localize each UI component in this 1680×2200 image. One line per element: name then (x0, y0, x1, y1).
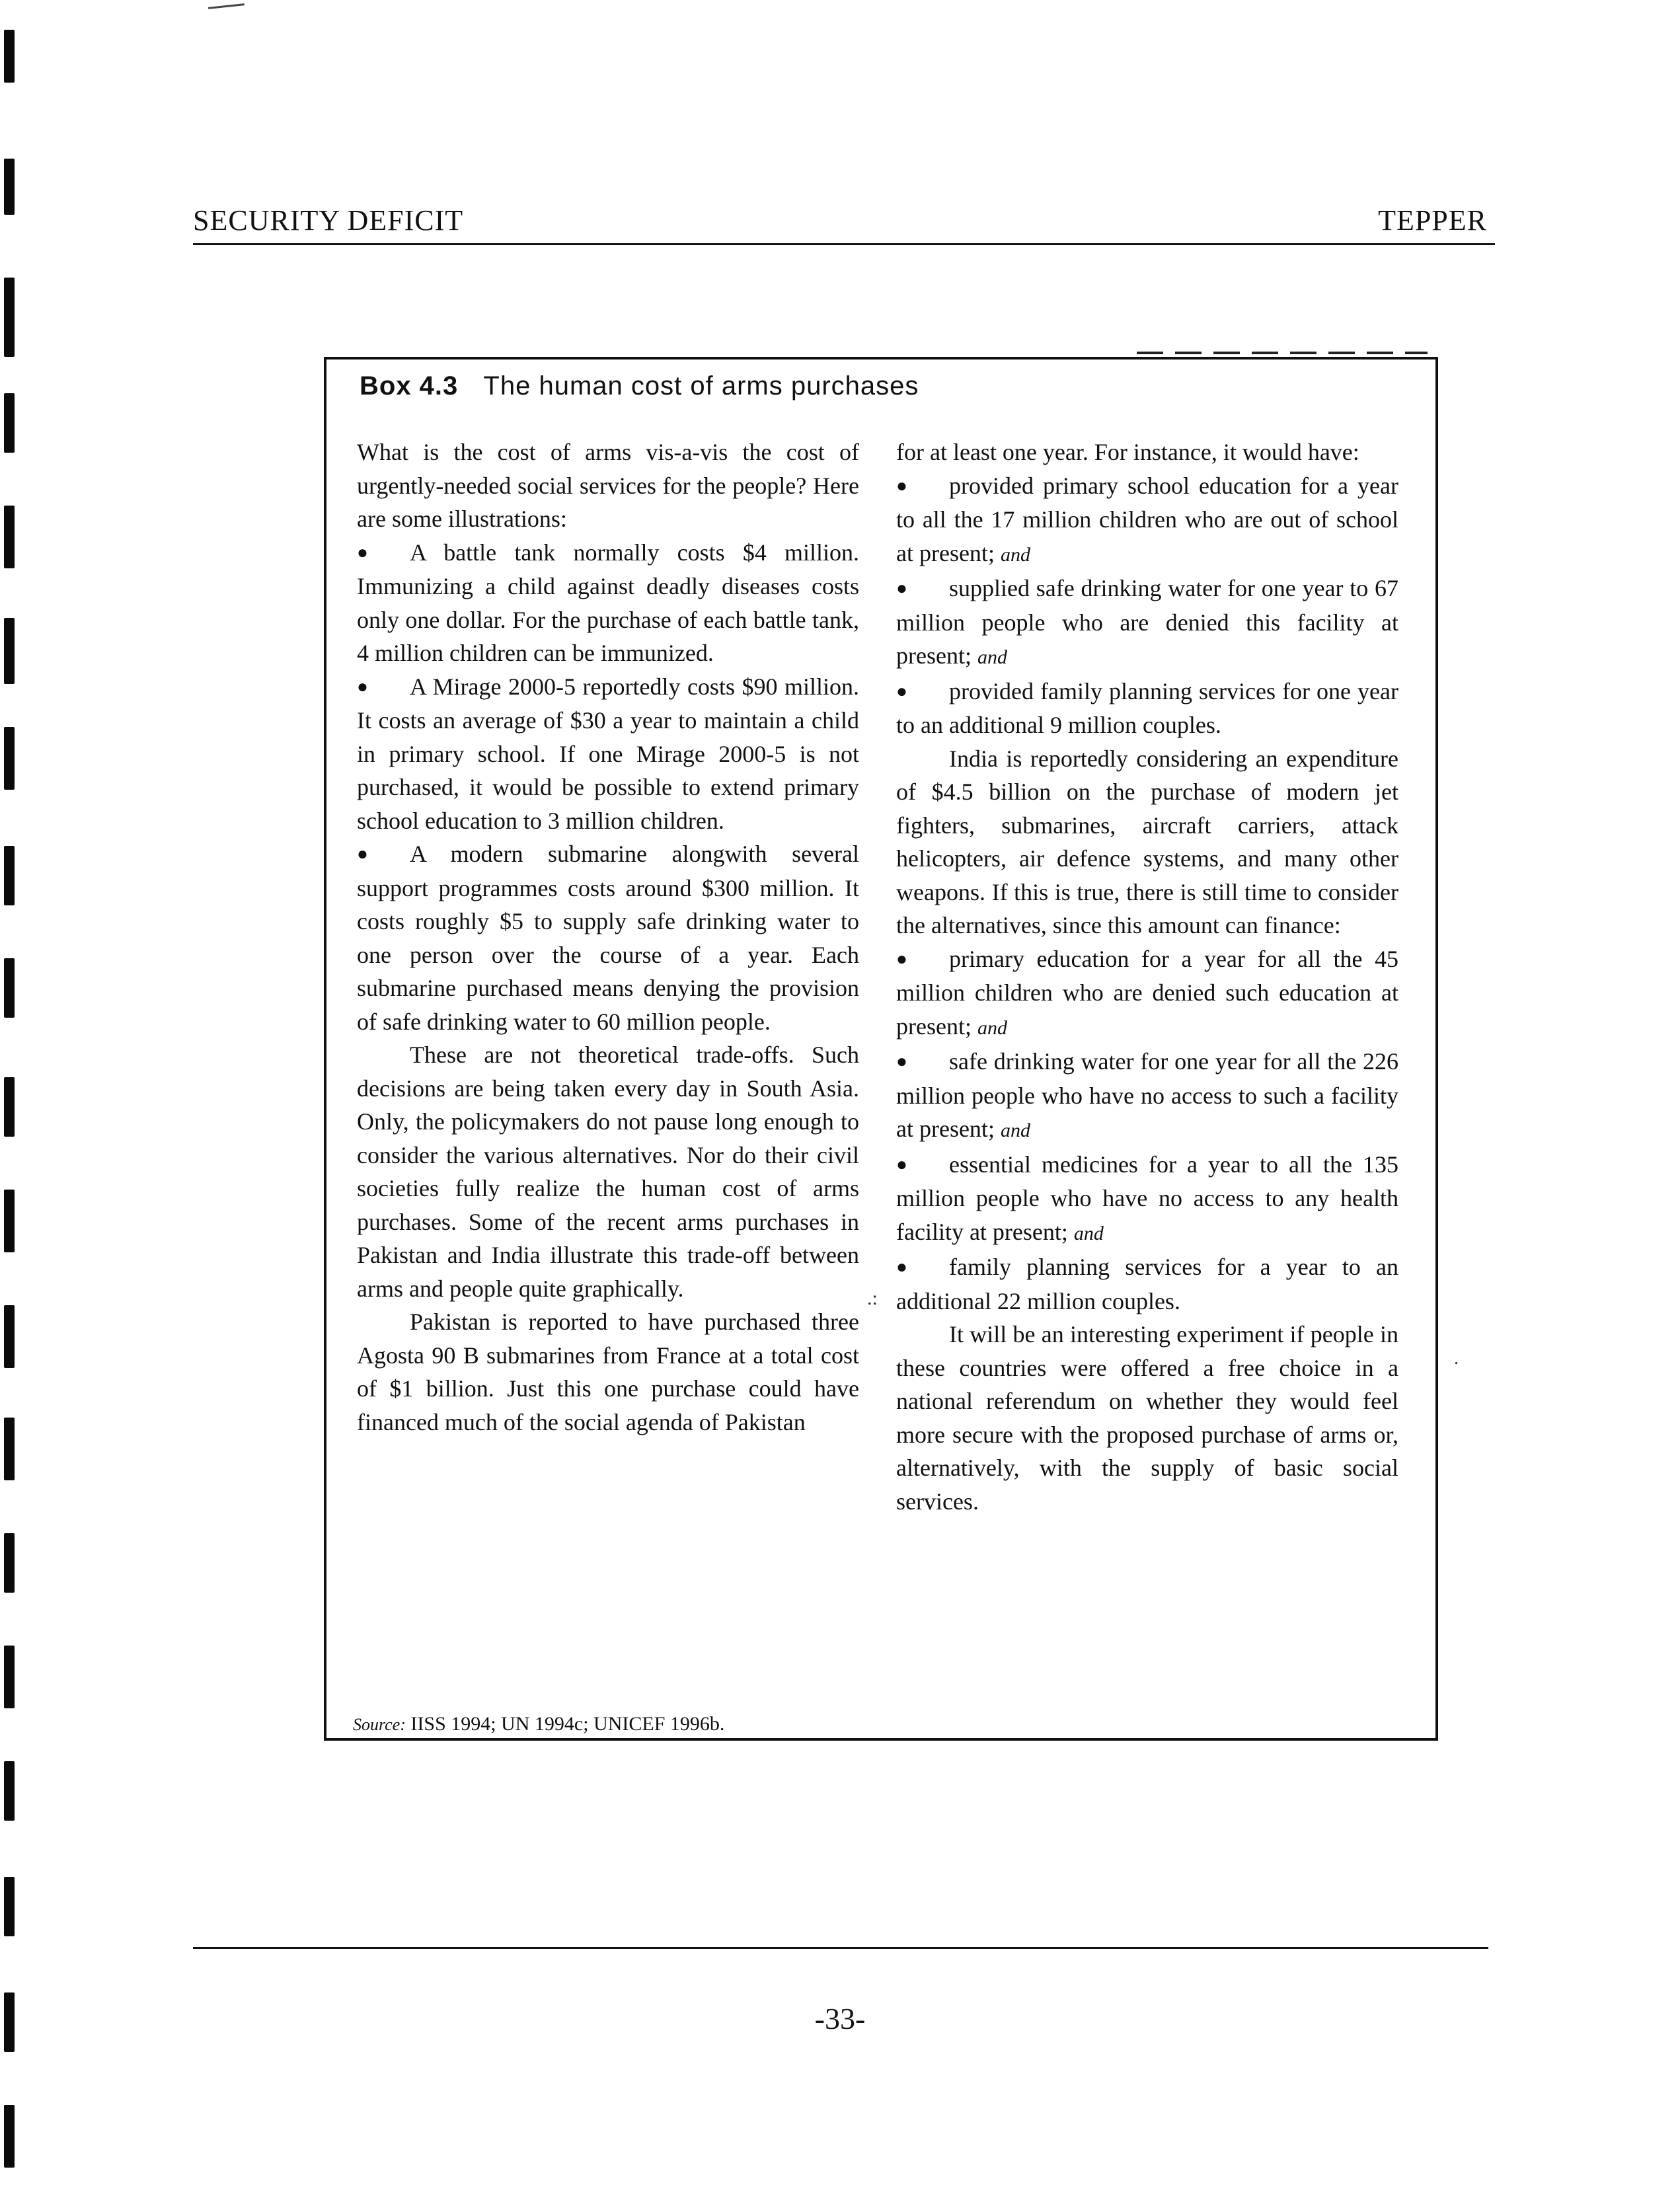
source-text: IISS 1994; UN 1994c; UNICEF 1996b. (410, 1713, 725, 1735)
bullet-icon: ● (896, 1051, 907, 1072)
box-4-3 (324, 357, 1438, 1741)
scan-speck: .: (867, 1287, 878, 1309)
paragraph-text: essential medicines for a year to all the 135 million people who have no access to any health facility at present; (896, 1151, 1398, 1245)
source-note (353, 1713, 724, 1735)
paragraph (357, 1305, 859, 1439)
paragraph (357, 436, 859, 536)
bullet-item (896, 1045, 1398, 1148)
binding-mark (4, 1190, 15, 1252)
binding-mark (4, 1761, 15, 1821)
bullet-item (896, 572, 1398, 675)
bullet-icon: ● (357, 676, 368, 697)
box-top-scan-noise (1137, 352, 1428, 354)
binding-mark (4, 1077, 15, 1137)
paragraph (896, 1318, 1398, 1518)
binding-mark (4, 2105, 15, 2168)
bullet-icon: ● (896, 475, 907, 496)
binding-mark (4, 278, 15, 357)
binding-mark (4, 1646, 15, 1708)
conjunction: and (1073, 1222, 1104, 1244)
scan-speck: . (1454, 1348, 1459, 1369)
paragraph-text: safe drinking water for one year for all the 226 million people who have no access to such a facility at present; (896, 1048, 1398, 1142)
paragraph-text: It will be an interesting experiment if people in these countries were offered a free choice in a national referendum on whether they would feel more secure with the proposed purchase of arms or, alternatively, with the supply of basic social services. (896, 1321, 1398, 1515)
paragraph-text: supplied safe drinking water for one year to 67 million people who are denied this facility at present; (896, 575, 1398, 669)
conjunction: and (1000, 1119, 1030, 1141)
paragraph-text: A Mirage 2000-5 reportedly costs $90 million. It costs an average of $30 a year to maintain a child in primary school. If one Mirage 2000-5 is not purchased, it would be possible to extend primary school education to 3 million children. (357, 673, 859, 834)
bullet-icon: ● (357, 844, 368, 864)
bullet-item (896, 469, 1398, 572)
right-column (896, 436, 1398, 1518)
binding-mark (4, 958, 15, 1018)
paragraph (357, 1038, 859, 1305)
binding-mark (4, 1418, 15, 1480)
box-heading (360, 371, 919, 401)
paragraph-text: What is the cost of arms vis-a-vis the cost of urgently-needed social services for the people? Here are some illustrations: (357, 439, 859, 532)
left-column (357, 436, 859, 1439)
paragraph-text: These are not theoretical trade-offs. Such decisions are being taken every day in South Asia. Only, the policymakers do not pause long enough to consider the various alternatives. Nor do their civil societies fully realize the human cost of arms purchases. Some of the recent arms purchases in Pakistan and India illustrate this trade-off between arms and people quite graphically. (357, 1042, 859, 1302)
bullet-icon: ● (896, 578, 907, 599)
paragraph-text: primary education for a year for all the 45 million children who are denied such education at present; (896, 945, 1398, 1040)
paragraph-text: Pakistan is reported to have purchased three Agosta 90 B submarines from France at a total cost of $1 billion. Just this one purchase could have financed much of the social agenda of Pakistan (357, 1309, 859, 1435)
binding-mark (4, 1533, 15, 1593)
paragraph (896, 742, 1398, 942)
bullet-item (357, 670, 859, 838)
conjunction: and (977, 646, 1007, 668)
bullet-icon: ● (357, 542, 368, 563)
binding-mark (4, 1305, 15, 1368)
footer-rule (193, 1947, 1488, 1949)
binding-mark (4, 1877, 15, 1936)
bullet-item (896, 1148, 1398, 1251)
paragraph-text: A battle tank normally costs $4 million. Immunizing a child against deadly diseases costs only one dollar. For the purchase of each battle tank, 4 million children can be immunized. (357, 539, 859, 666)
binding-mark (4, 393, 15, 453)
header-rule (193, 243, 1495, 245)
bullet-item (357, 536, 859, 670)
box-label: Box 4.3 (360, 371, 459, 400)
binding-mark (4, 159, 15, 215)
conjunction: and (977, 1016, 1007, 1039)
scan-scratch (208, 3, 245, 9)
paragraph-text: India is reportedly considering an expenditure of $4.5 billion on the purchase of modern jet fighters, submarines, aircraft carriers, attack helicopters, air defence systems, and many other weapons. If this is true, there is still time to consider the alternatives, since this amount can finance: (896, 745, 1398, 938)
binding-mark (4, 618, 15, 684)
running-head-author: TEPPER (1378, 204, 1487, 237)
paragraph-text: provided family planning services for one year to an additional 9 million couples. (896, 677, 1398, 738)
bullet-icon: ● (896, 1257, 907, 1277)
bullet-item (896, 675, 1398, 742)
running-head-title: SECURITY DEFICIT (193, 204, 464, 237)
paragraph-text: provided primary school education for a year to all the 17 million children who are out of school at present; (896, 472, 1398, 566)
bullet-item (896, 1250, 1398, 1318)
source-label: Source: (353, 1715, 406, 1734)
bullet-icon: ● (896, 1154, 907, 1175)
paragraph-text: family planning services for a year to an additional 22 million couples. (896, 1254, 1398, 1314)
paragraph-text: A modern submarine alongwith several support programmes costs around $300 million. It costs roughly $5 to supply safe drinking water to one person over the course of a year. Each submarine purchased means denying the provision of safe drinking water to 60 million people. (357, 841, 859, 1035)
box-title: The human cost of arms purchases (483, 371, 919, 400)
paragraph-text: for at least one year. For instance, it would have: (896, 439, 1359, 465)
conjunction: and (1000, 543, 1030, 566)
bullet-icon: ● (896, 948, 907, 969)
binding-mark (4, 727, 15, 790)
bullet-item (896, 942, 1398, 1045)
binding-mark (4, 846, 15, 905)
running-head (193, 197, 1487, 243)
paragraph (896, 436, 1398, 469)
binding-mark (4, 30, 15, 83)
bullet-icon: ● (896, 681, 907, 702)
binding-marks (0, 0, 20, 2200)
bullet-item (357, 837, 859, 1038)
binding-mark (4, 506, 15, 568)
page-number: -33- (814, 2002, 866, 2035)
